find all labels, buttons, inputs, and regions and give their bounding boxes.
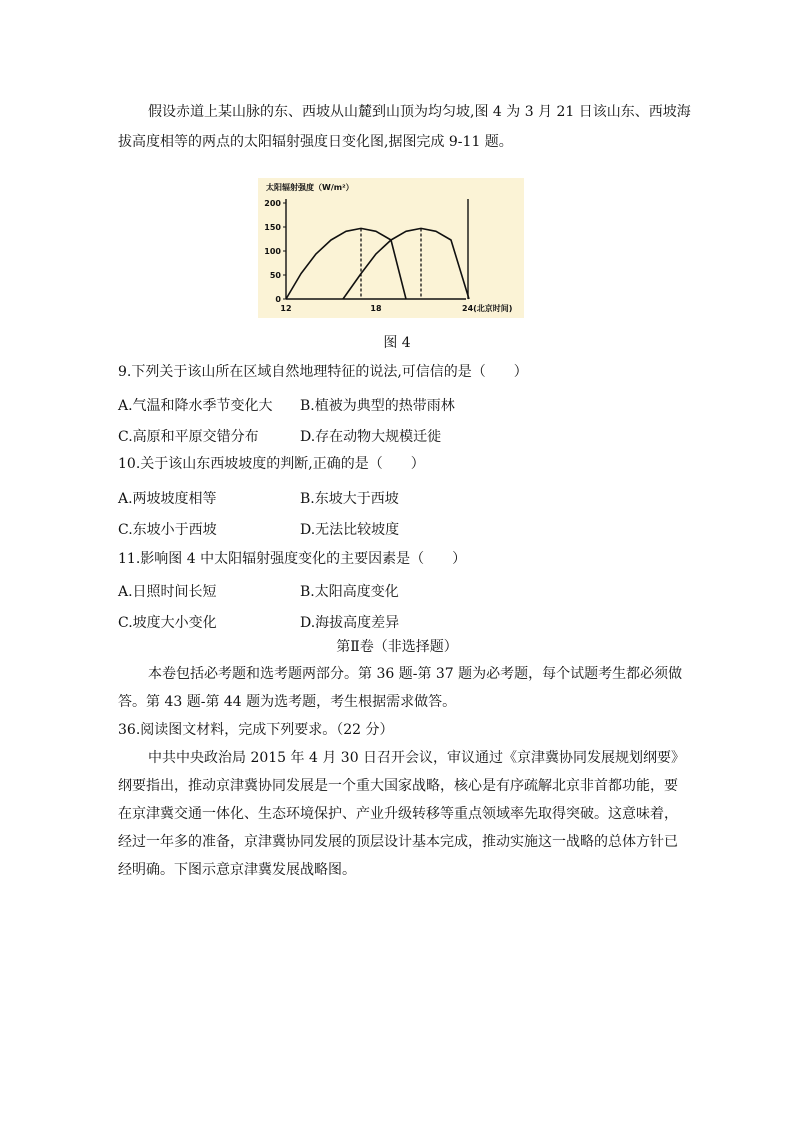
series-2-line — [343, 228, 469, 299]
x-tick-label: 18 — [370, 304, 382, 313]
question-36-stem: 36.阅读图文材料，完成下列要求。（22 分） — [118, 722, 394, 738]
question-9-option-d: D.存在动物大规模迁徙 — [300, 429, 442, 445]
y-tick-label: 100 — [264, 247, 281, 256]
question-10-option-c: C.东坡小于西坡 — [118, 522, 217, 538]
question-36-line-3: 在京津冀交通一体化、生态环境保护、产业升级转移等重点领域率先取得突破。这意味着， — [118, 806, 678, 822]
question-9-stem: 9.下列关于该山所在区域自然地理特征的说法,可信信的是（ ） — [118, 364, 528, 380]
y-tick-label: 50 — [269, 271, 281, 280]
section-2-intro-line-1: 本卷包括必考题和选考题两部分。第 36 题-第 37 题为必考题，每个试题考生都必须做 — [148, 666, 683, 682]
question-10-option-a: A.两坡坡度相等 — [118, 491, 217, 507]
question-9-option-b: B.植被为典型的热带雨林 — [300, 398, 455, 414]
intro-line-2: 拔高度相等的两点的太阳辐射强度日变化图,据图完成 9-11 题。 — [118, 134, 513, 150]
question-11-option-b: B.太阳高度变化 — [300, 584, 399, 600]
section-2-intro-line-2: 答。第 43 题-第 44 题为选考题，考生根据需求做答。 — [118, 694, 457, 710]
question-11-stem: 11.影响图 4 中太阳辐射强度变化的主要因素是（ ） — [118, 551, 467, 567]
question-36-line-1: 中共中央政治局 2015 年 4 月 30 日召开会议，审议通过《京津冀协同发展规划纲要》 — [148, 750, 686, 766]
question-36-line-2: 纲要指出，推动京津冀协同发展是一个重大国家战略，核心是有序疏解北京非首都功能，要 — [118, 778, 678, 794]
x-tick-label: 24(北京时间) — [462, 304, 513, 313]
section-2-title: 第Ⅱ卷（非选择题） — [336, 639, 458, 655]
question-36-line-5: 经明确。下图示意京津冀发展战略图。 — [118, 862, 356, 878]
question-10-stem: 10.关于该山东西坡坡度的判断,正确的是（ ） — [118, 456, 425, 472]
y-tick-label: 150 — [264, 223, 281, 232]
question-10-option-d: D.无法比较坡度 — [300, 522, 400, 538]
chart-y-axis-label: 太阳辐射强度（W/m²） — [266, 183, 354, 192]
figure-caption: 图 4 — [383, 335, 411, 351]
question-11-option-c: C.坡度大小变化 — [118, 615, 217, 631]
series-1-line — [286, 228, 406, 299]
question-10-option-b: B.东坡大于西坡 — [300, 491, 399, 507]
intro-line-1: 假设赤道上某山脉的东、西坡从山麓到山顶为均匀坡,图 4 为 3 月 21 日该山东、西坡海 — [148, 104, 691, 120]
question-9-option-c: C.高原和平原交错分布 — [118, 429, 259, 445]
solar-radiation-figure — [258, 178, 524, 318]
question-11-option-a: A.日照时间长短 — [118, 584, 217, 600]
question-9-option-a: A.气温和降水季节变化大 — [118, 398, 273, 414]
y-tick-label: 0 — [275, 295, 281, 304]
y-tick-label: 200 — [264, 199, 281, 208]
question-36-line-4: 经过一年多的准备，京津冀协同发展的顶层设计基本完成，推动实施这一战略的总体方针已 — [118, 834, 678, 850]
x-tick-label: 12 — [280, 304, 292, 313]
solar-radiation-chart — [258, 178, 524, 318]
question-11-option-d: D.海拔高度差异 — [300, 615, 400, 631]
